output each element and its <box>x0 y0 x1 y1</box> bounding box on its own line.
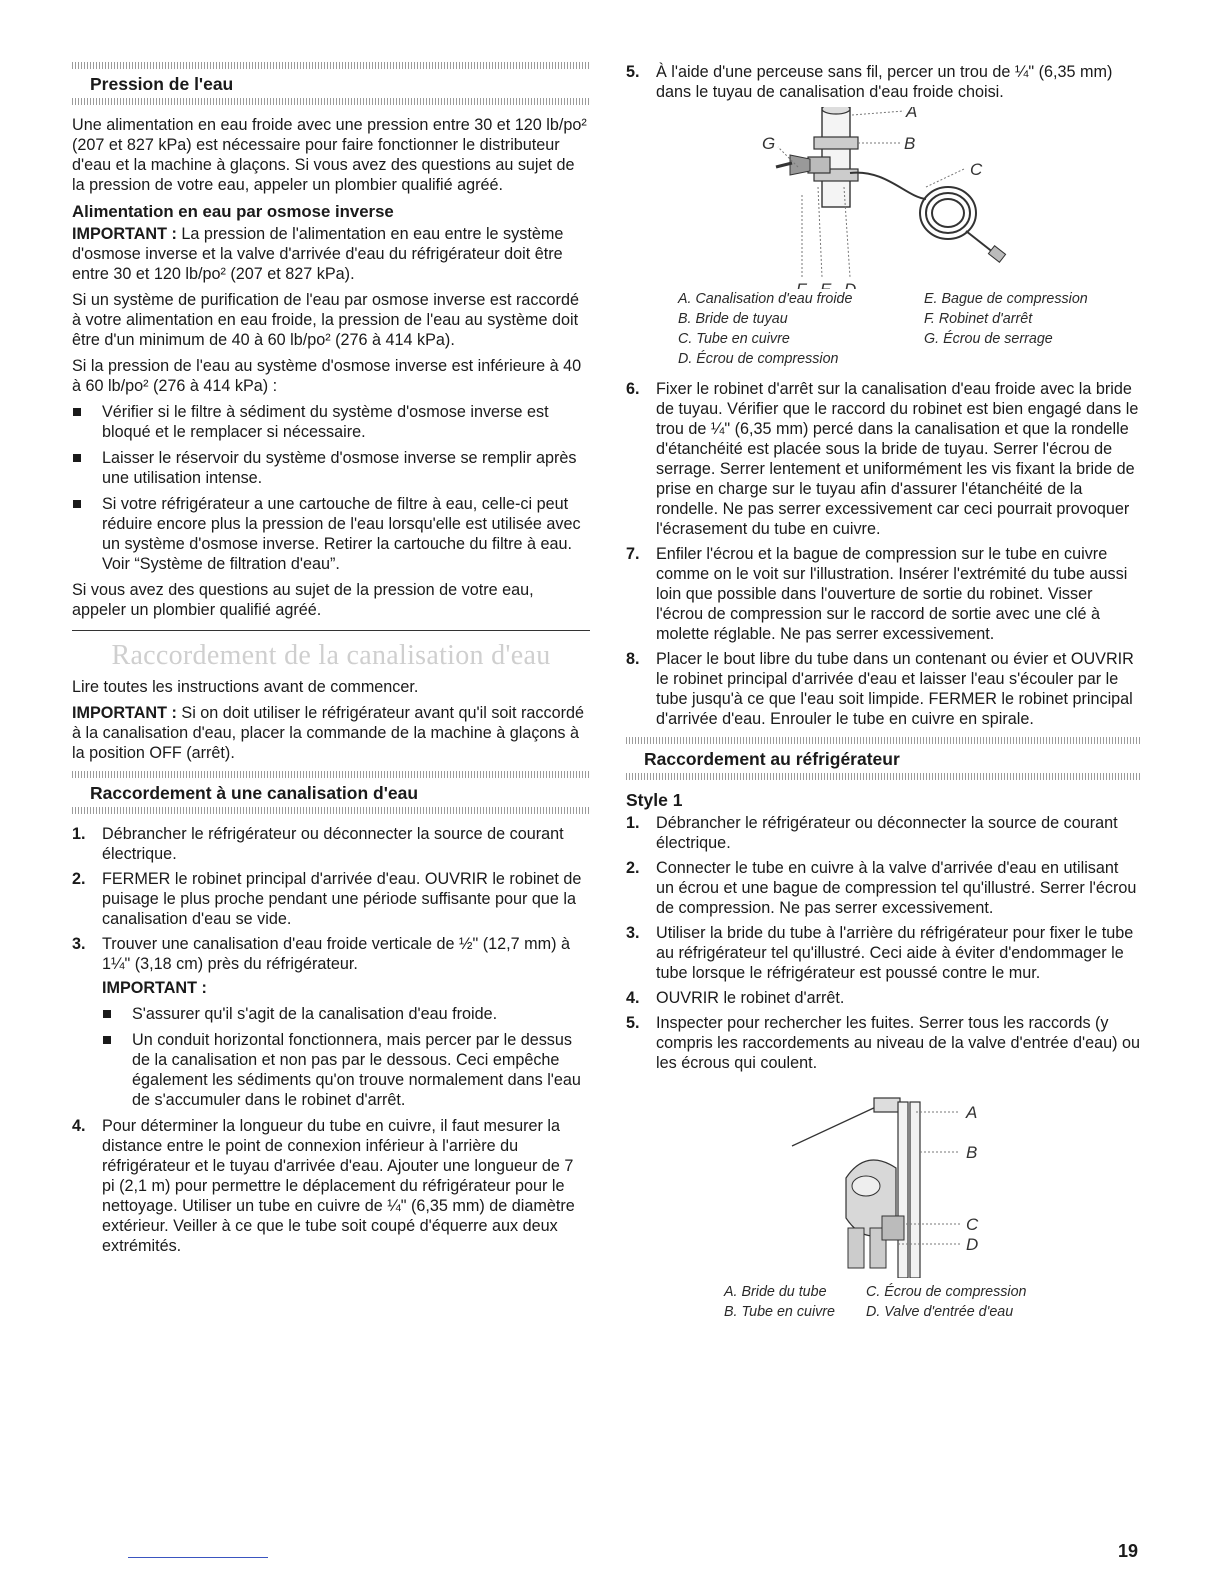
step-item <box>72 824 590 864</box>
caption-item: A. Bride du tube <box>724 1284 827 1300</box>
step-text: Trouver une canalisation d'eau froide verticale de ½" (12,7 mm) à 1¼" (3,18 cm) près du réfrigérateur. <box>102 935 571 973</box>
right-steps-top <box>626 62 1140 102</box>
step-text: Fixer le robinet d'arrêt sur la canalisation d'eau froide avec la bride de tuyau. Vérifier que le raccord du robinet est bien engagé dans le trou de ¼" (6,35 mm) percé dans la canalisation et que la rondelle d'étanchéité est placée sous la bride de tuyau. Serrer l'écrou de serrage. Serrer lentement et uniformément les vis fixant la bride de prise en charge sur le tuyau afin d'assurer l'étanchéité de la rondelle. Ne pas serrer excessivement car ceci pourrait provoquer l'écrasement du tube en cuivre. <box>656 380 1139 538</box>
list-item: Un conduit horizontal fonctionnera, mais percer par le dessus de la canalisation et non pas par le dessous. Ceci empêche également les sédiments qu'on trouve normalement dans l'eau de s'accumuler dans le robinet d'arrêt. <box>102 1030 590 1110</box>
step-item <box>72 869 590 929</box>
shutoff-valve-illustration <box>626 107 1140 289</box>
pression-paragraph-4: Si vous avez des questions au sujet de la pression de votre eau, appeler un plombier qualifié agréé. <box>72 581 534 619</box>
step-number: 4. <box>626 989 640 1007</box>
figure-letter: B <box>966 1143 978 1162</box>
figure-letter: A <box>906 107 918 121</box>
step-number: 6. <box>626 380 640 398</box>
style-heading: Style 1 <box>626 790 683 810</box>
section-rule <box>72 630 590 631</box>
osmose-bullet-list <box>72 402 590 574</box>
pression-heading-block <box>72 62 590 105</box>
caption-item: C. Écrou de compression <box>866 1284 1027 1300</box>
list-item: Si votre réfrigérateur a une cartouche de filtre à eau, celle-ci peut réduire encore plus la pression de l'eau lorsqu'elle est utilisée avec un système d'osmose inverse. Retirer la cartouche du filtre à eau. Voir “Système de filtration d'eau”. <box>72 494 590 574</box>
step-number: 3. <box>72 935 86 953</box>
figure-letter <box>844 280 856 289</box>
caption-item: B. Bride de tuyau <box>678 311 788 327</box>
step-number: 1. <box>72 825 86 843</box>
list-item: S'assurer qu'il s'agit de la canalisation d'eau froide. <box>102 1004 590 1024</box>
step-text: Débrancher le réfrigérateur ou déconnecter la source de courant électrique. <box>656 814 1118 852</box>
hatch-divider <box>72 98 590 105</box>
canalisation-heading-block <box>72 771 590 814</box>
figure-letter <box>796 280 808 289</box>
right-steps <box>626 379 1140 729</box>
pression-paragraph: Une alimentation en eau froide avec une pression entre 30 et 120 lb/po² (207 et 827 kPa) est nécessaire pour faire fonctionner le distributeur d'eau et la machine à glaçons. Si vous avez des questions au sujet de la pression de votre eau, appeler un plombier qualifié agréé. <box>72 116 587 194</box>
step-text: Placer le bout libre du tube dans un contenant ou évier et OUVRIR le robinet principal d'arrivée d'eau et laisser l'eau s'écouler par le tube jusqu'à ce que l'eau soit limpide. FERMER le robinet principal d'arrivée d'eau. Enrouler le tube en cuivre en spirale. <box>656 650 1134 728</box>
caption-item: D. Valve d'entrée d'eau <box>866 1304 1014 1320</box>
canalisation-steps <box>72 824 590 1256</box>
step-item <box>626 544 1140 644</box>
step-text: Débrancher le réfrigérateur ou déconnecter la source de courant électrique. <box>102 825 564 863</box>
caption-item: E. Bague de compression <box>924 291 1088 307</box>
step3-bullet-list <box>102 1004 590 1110</box>
step-text: À l'aide d'une perceuse sans fil, percer un trou de ¼" (6,35 mm) dans le tuyau de canalisation d'eau froide choisi. <box>656 63 1113 101</box>
step-number: 3. <box>626 924 640 942</box>
figure2-caption <box>724 1282 1140 1322</box>
figure-letter: D <box>966 1235 979 1254</box>
caption-item: F. Robinet d'arrêt <box>924 311 1033 327</box>
inlet-valve-illustration <box>626 1078 1140 1278</box>
important-text: La pression de l'alimentation en eau entre le système d'osmose inverse et la valve d'arrivée d'eau du réfrigérateur doit être entre 30 et 120 lb/po² (207 et 827 kPa). <box>72 225 564 283</box>
left-column <box>72 62 590 1261</box>
caption-column <box>924 289 1124 369</box>
osmose-paragraph-2: Si un système de purification de l'eau par osmose inverse est raccordé à votre alimentation en eau froide, la pression de l'eau au système doit être d'un minimum de 40 à 60 lb/po² (276 à 414 kPa). <box>72 291 579 349</box>
step-number: 5. <box>626 63 640 81</box>
step-item <box>626 649 1140 729</box>
hatch-divider <box>72 807 590 814</box>
step-text: Pour déterminer la longueur du tube en cuivre, il faut mesurer la distance entre le point de connexion inférieur à l'arrière du réfrigérateur et le tuyau d'arrivée d'eau. Ajouter une longueur de 7 pi (2,1 m) pour permettre le déplacement du réfrigérateur pour le nettoyage. Utiliser un tube en cuivre de ¼" (6,35 mm) de diamètre extérieur. Veiller à ce que le tube soit coupé d'équerre aux deux extrémités. <box>102 1117 575 1255</box>
caption-item: B. Tube en cuivre <box>724 1304 835 1320</box>
step-number: 4. <box>72 1117 86 1135</box>
step-item <box>626 988 1140 1008</box>
refrigerateur-heading-block <box>626 737 1140 780</box>
figure-letter: A <box>966 1103 978 1122</box>
step-item <box>626 379 1140 539</box>
pression-heading: Pression de l'eau <box>90 74 234 94</box>
page-number: 19 <box>1118 1541 1139 1561</box>
hatch-divider <box>72 62 590 69</box>
important-text: Si on doit utiliser le réfrigérateur avant qu'il soit raccordé à la canalisation d'eau, placer la commande de la machine à glaçons à la position OFF (arrêt). <box>72 704 584 762</box>
list-item: Laisser le réservoir du système d'osmose inverse se remplir après une utilisation intense. <box>72 448 590 488</box>
step-item <box>72 934 590 1110</box>
step-number: 1. <box>626 814 640 832</box>
hatch-divider <box>626 737 1140 744</box>
raccordement-important <box>72 703 590 763</box>
canalisation-heading: Raccordement à une canalisation d'eau <box>90 783 419 803</box>
hatch-divider <box>72 771 590 778</box>
caption-item: A. Canalisation d'eau froide <box>678 291 853 307</box>
step-item <box>626 62 1140 102</box>
step-text: FERMER le robinet principal d'arrivée d'eau. OUVRIR le robinet de puisage le plus proche pendant une période suffisante pour que la canalisation d'eau se vide. <box>102 870 582 928</box>
important-label: IMPORTANT : <box>72 704 177 722</box>
figure-letter <box>820 280 832 289</box>
raccordement-intro: Lire toutes les instructions avant de commencer. <box>72 678 419 696</box>
refrigerateur-heading: Raccordement au réfrigérateur <box>644 749 900 769</box>
shutoff-valve-figure <box>626 107 1140 289</box>
caption-column <box>866 1282 1066 1322</box>
step-item <box>626 858 1140 918</box>
step-text: Inspecter pour rechercher les fuites. Serrer tous les raccords (y compris les raccordements au niveau de la valve d'entrée d'eau) ou les écrous qui coulent. <box>656 1014 1140 1072</box>
hatch-divider <box>626 773 1140 780</box>
step-text: OUVRIR le robinet d'arrêt. <box>656 989 845 1007</box>
step-item <box>626 923 1140 983</box>
figure-letter: C <box>966 1215 979 1234</box>
refrigerateur-steps <box>626 813 1140 1073</box>
section-title: Raccordement de la canalisation d'eau <box>111 640 551 671</box>
caption-item: C. Tube en cuivre <box>678 331 790 347</box>
step-number: 2. <box>626 859 640 877</box>
figure-letter: B <box>904 134 916 153</box>
figure1-caption <box>678 289 1140 369</box>
osmose-important <box>72 224 590 284</box>
important-label: IMPORTANT : <box>72 225 177 243</box>
step-item <box>626 1013 1140 1073</box>
caption-item: G. Écrou de serrage <box>924 331 1053 347</box>
caption-item: D. Écrou de compression <box>678 351 839 367</box>
step-item <box>72 1116 590 1256</box>
step-number: 7. <box>626 545 640 563</box>
step-number: 8. <box>626 650 640 668</box>
caption-column <box>724 1282 856 1322</box>
caption-column <box>678 289 898 369</box>
list-item: Vérifier si le filtre à sédiment du système d'osmose inverse est bloqué et le remplacer si nécessaire. <box>72 402 590 442</box>
right-column <box>626 62 1140 1322</box>
figure-letter: G <box>762 134 776 153</box>
step-text: Enfiler l'écrou et la bague de compression sur le tube en cuivre comme on le voit sur l'illustration. Insérer l'extrémité du tube aussi loin que possible dans l'ouverture de sortie du robinet. Visser l'écrou de compression sur le raccord de sortie avec une clé à molette réglable. Ne pas serrer excessivement. <box>656 545 1128 643</box>
inlet-valve-figure <box>626 1078 1140 1278</box>
step-item <box>626 813 1140 853</box>
figure-letter: C <box>970 160 983 179</box>
footer-link-line <box>128 1557 268 1558</box>
step-text: Connecter le tube en cuivre à la valve d'arrivée d'eau en utilisant un écrou et une bague de compression tel qu'illustré. Serrer l'écrou de compression. Ne pas serrer excessivement. <box>656 859 1137 917</box>
step-number: 2. <box>72 870 86 888</box>
step-number: 5. <box>626 1014 640 1032</box>
step-text: Utiliser la bride du tube à l'arrière du réfrigérateur pour fixer le tube au réfrigérateur tel qu'illustré. Ceci aide à éviter d'endommager le tube lorsque le réfrigérateur est poussé contre le mur. <box>656 924 1134 982</box>
step3-important-label: IMPORTANT : <box>102 979 207 997</box>
osmose-heading: Alimentation en eau par osmose inverse <box>72 202 394 221</box>
osmose-paragraph-3: Si la pression de l'eau au système d'osmose inverse est inférieure à 40 à 60 lb/po² (276 à 414 kPa) : <box>72 357 582 395</box>
